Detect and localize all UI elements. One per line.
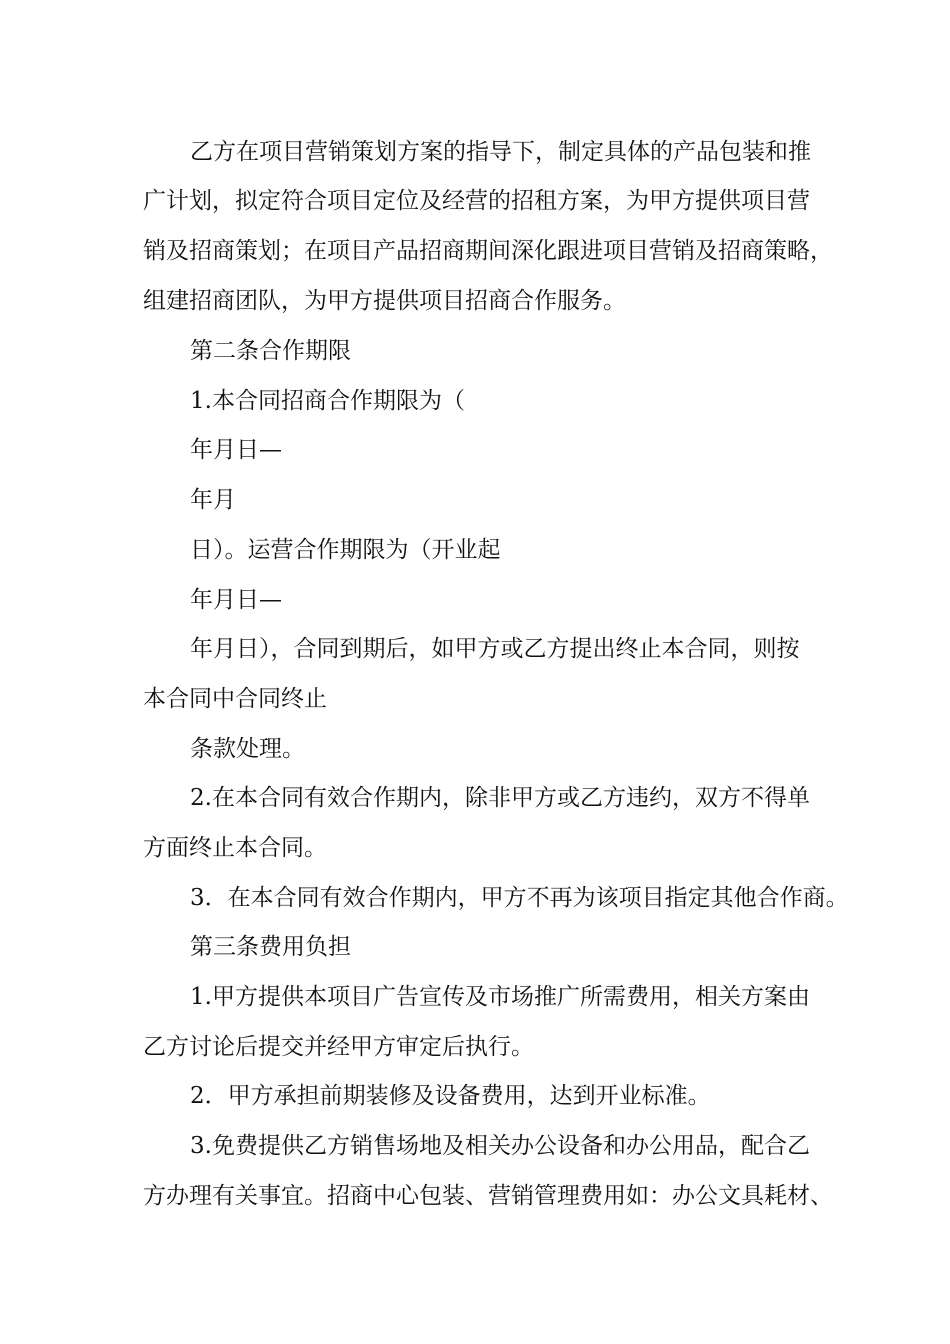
- paragraph-line: 本合同中合同终止: [143, 686, 327, 712]
- paragraph-line: 乙方在项目营销策划方案的指导下，制定具体的产品包装和推: [190, 139, 811, 165]
- paragraph-line: 1.本合同招商合作期限为（: [190, 388, 465, 414]
- paragraph-line: 广计划，拟定符合项目定位及经营的招租方案，为甲方提供项目营: [143, 188, 810, 214]
- paragraph-line: 日）。运营合作期限为（开业起: [190, 537, 501, 563]
- paragraph-line: 组建招商团队，为甲方提供项目招商合作服务。: [143, 288, 626, 314]
- section-heading: 第二条合作期限: [190, 338, 351, 364]
- paragraph-line: 方面终止本合同。: [143, 835, 327, 861]
- paragraph-line: 3．在本合同有效合作期内，甲方不再为该项目指定其他合作商。: [190, 885, 849, 911]
- paragraph-line: 2.在本合同有效合作期内，除非甲方或乙方违约，双方不得单: [190, 785, 810, 811]
- paragraph-line: 2．甲方承担前期装修及设备费用，达到开业标准。: [190, 1083, 711, 1109]
- paragraph-line: 1.甲方提供本项目广告宣传及市场推广所需费用，相关方案由: [190, 984, 810, 1010]
- paragraph-line: 年月日—: [190, 587, 282, 613]
- paragraph-line: 条款处理。: [190, 736, 305, 762]
- paragraph-line: 年月日），合同到期后，如甲方或乙方提出终止本合同，则按: [190, 636, 800, 662]
- paragraph-line: 3.免费提供乙方销售场地及相关办公设备和办公用品，配合乙: [190, 1133, 810, 1159]
- paragraph-line: 年月日—: [190, 437, 282, 463]
- paragraph-line: 方办理有关事宜。招商中心包装、营销管理费用如：办公文具耗材、: [143, 1183, 833, 1209]
- paragraph-line: 销及招商策划；在项目产品招商期间深化跟进项目营销及招商策略，: [143, 238, 833, 264]
- paragraph-line: 年月: [190, 487, 236, 513]
- section-heading: 第三条费用负担: [190, 934, 351, 960]
- paragraph-line: 乙方讨论后提交并经甲方审定后执行。: [143, 1034, 534, 1060]
